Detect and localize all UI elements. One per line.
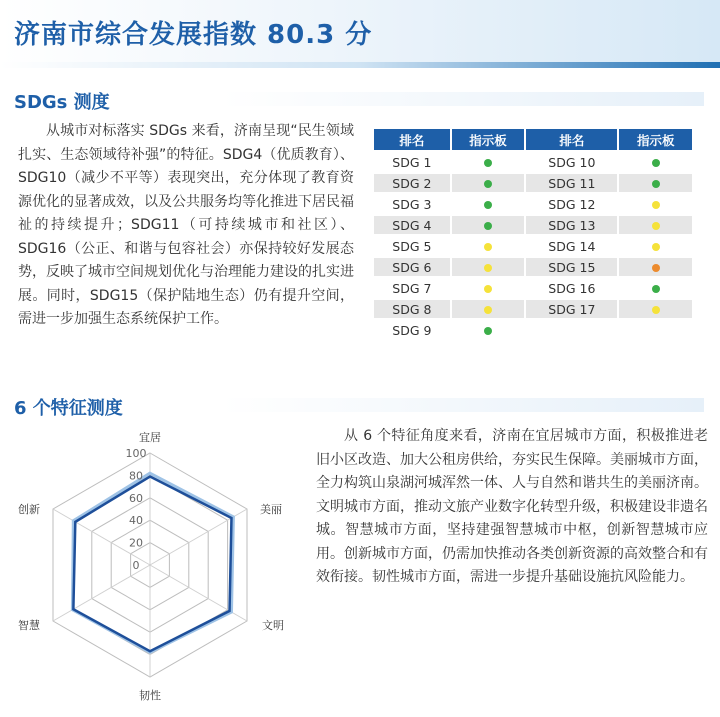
table-row xyxy=(374,195,692,213)
radar-category-label: 韧性 xyxy=(139,689,161,702)
radar-category-label: 宜居 xyxy=(139,431,161,444)
status-cell xyxy=(452,153,525,171)
status-dot-icon xyxy=(484,180,492,188)
status-dot-icon xyxy=(652,306,660,314)
radar-tick-label: 20 xyxy=(129,536,143,550)
sdg-name: SDG 2 xyxy=(374,174,450,192)
feature-section-title: 6 个特征测度 xyxy=(14,398,123,419)
sdg-name: SDG 4 xyxy=(374,216,450,234)
status-cell xyxy=(452,195,525,213)
table-row xyxy=(374,216,692,234)
status-dot-icon xyxy=(484,285,492,293)
sdg-dashboard-table xyxy=(372,126,694,342)
status-cell xyxy=(619,279,692,297)
status-dot-icon xyxy=(652,264,660,272)
radar-tick-label: 40 xyxy=(129,514,143,528)
radar-tick-label: 0 xyxy=(132,559,140,572)
table-row xyxy=(374,321,692,339)
radar-axis-line xyxy=(53,565,150,621)
status-dot-icon xyxy=(484,222,492,230)
feature-paragraph: 从 6 个特征角度来看，济南在宜居城市方面，积极推进老旧小区改造、加大公租房供给，夯实民生保障。美丽城市方面，全力构筑山泉湖河城浑然一体、人与自然和谐共生的美丽济南。文明城市方面，推动文旅产业数字化转型升级，积极建设非遗名城。智慧城市方面，坚持建强智慧城市中枢，创新智慧城市应用。创新城市方面，仍需加快推动各类创新资源的高效整合和有效衔接。韧性城市方面，需进一步提升基础设施抗风险能力。 xyxy=(316,428,708,585)
status-dot-icon xyxy=(652,285,660,293)
status-cell xyxy=(619,300,692,318)
status-cell xyxy=(619,195,692,213)
status-dot-icon xyxy=(484,201,492,209)
sdg-name: SDG 8 xyxy=(374,300,450,318)
section-divider xyxy=(14,92,704,106)
sdg-name: SDG 6 xyxy=(374,258,450,276)
radar-tick-label: 60 xyxy=(129,491,143,505)
radar-category-label: 智慧 xyxy=(18,619,41,632)
table-row xyxy=(374,174,692,192)
status-dot-icon xyxy=(652,222,660,230)
table-row xyxy=(374,237,692,255)
status-dot-icon xyxy=(652,180,660,188)
table-row xyxy=(374,279,692,297)
header-dashboard: 指示板 xyxy=(619,129,692,150)
sdg-name: SDG 1 xyxy=(392,154,432,170)
status-cell xyxy=(619,216,692,234)
status-dot-icon xyxy=(484,264,492,272)
table-row xyxy=(374,153,692,171)
radar-category-label: 文明 xyxy=(261,619,284,632)
status-cell xyxy=(452,300,525,318)
page-title: 济南市综合发展指数 80.3 分 xyxy=(14,20,373,50)
status-cell xyxy=(452,174,525,192)
sdg-name: SDG 10 xyxy=(548,154,596,170)
radar-category-label: 创新 xyxy=(18,503,41,516)
table-row xyxy=(374,300,692,318)
empty-cell xyxy=(526,321,617,339)
status-cell xyxy=(452,216,525,234)
sdg-name: SDG 15 xyxy=(526,258,617,276)
sdg-name: SDG 3 xyxy=(392,196,432,212)
sdg-name: SDG 9 xyxy=(392,322,432,338)
status-dot-icon xyxy=(484,327,492,335)
status-cell xyxy=(452,258,525,276)
header-dashboard: 指示板 xyxy=(452,129,525,150)
status-dot-icon xyxy=(484,159,492,167)
table-header-row xyxy=(374,129,692,150)
status-dot-icon xyxy=(484,243,492,251)
status-cell xyxy=(452,237,525,255)
empty-cell xyxy=(619,321,692,339)
header-rank: 排名 xyxy=(526,129,617,150)
status-cell xyxy=(619,174,692,192)
sdg-section-title: SDGs 测度 xyxy=(14,92,110,113)
sdg-name: SDG 16 xyxy=(548,280,596,296)
sdg-paragraph: 从城市对标落实 SDGs 来看，济南呈现“民生领域扎实、生态领域待补强”的特征。SDG4（优质教育）、SDG10（减少不平等）表现突出，充分体现了教育资源优化的显著成效，以及公共服务均等化推进下居民福祉的持续提升；SDG11（可持续城市和社区）、SDG16（公正、和谐与包容社会）亦保持较好发展态势，反映了城市空间规划优化与治理能力建设的扎实进展。同时，SDG15（保护陆地生态）仍有提升空间，需进一步加强生态系统保护工作。 xyxy=(18,123,354,327)
status-dot-icon xyxy=(652,201,660,209)
table-row xyxy=(374,258,692,276)
sdg-name: SDG 12 xyxy=(548,196,596,212)
banner-stripe xyxy=(0,62,720,68)
sdg-name: SDG 11 xyxy=(526,174,617,192)
sdg-name: SDG 13 xyxy=(526,216,617,234)
status-dot-icon xyxy=(652,243,660,251)
status-dot-icon xyxy=(484,306,492,314)
radar-category-label: 美丽 xyxy=(259,503,282,516)
radar-tick-label: 100 xyxy=(125,447,147,460)
sdg-name: SDG 14 xyxy=(548,238,596,254)
status-dot-icon xyxy=(652,159,660,167)
status-cell xyxy=(619,153,692,171)
sdg-name: SDG 5 xyxy=(392,238,432,254)
status-cell xyxy=(619,237,692,255)
status-cell xyxy=(452,279,525,297)
header-rank: 排名 xyxy=(374,129,450,150)
sdg-name: SDG 17 xyxy=(526,300,617,318)
sdg-name: SDG 7 xyxy=(392,280,432,296)
radar-tick-label: 80 xyxy=(129,469,143,483)
status-cell xyxy=(452,321,525,339)
status-cell xyxy=(619,258,692,276)
radar-chart xyxy=(0,425,300,717)
